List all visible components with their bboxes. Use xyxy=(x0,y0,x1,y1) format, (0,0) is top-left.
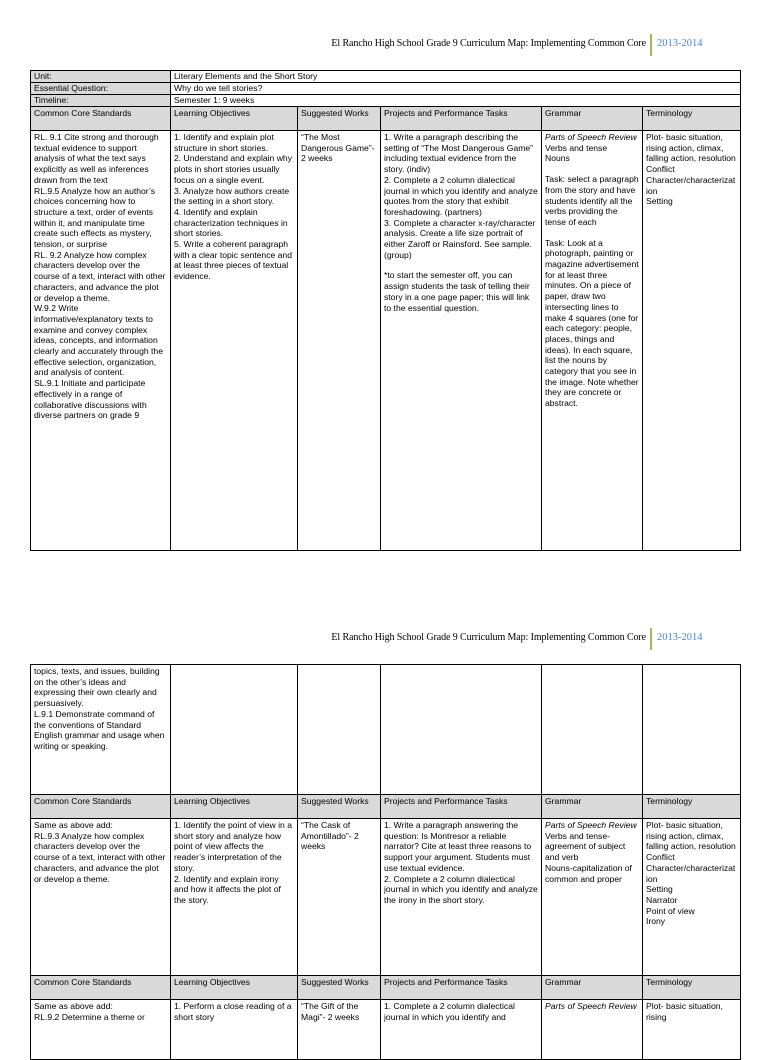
task-item: 2. Complete a 2 column dialectical journal in which you identify and analyze quotes from the story that exhibit foreshadowing. (partners) xyxy=(384,174,538,217)
grammar-spacer xyxy=(545,228,639,238)
standards-cell xyxy=(31,131,171,551)
essential-question-row xyxy=(31,83,741,95)
col-header-tasks: Projects and Performance Tasks xyxy=(381,976,542,1000)
column-header-row xyxy=(31,795,741,819)
empty-cell xyxy=(171,665,298,795)
task-spacer xyxy=(384,260,538,270)
grammar-title: Parts of Speech Review xyxy=(545,132,637,142)
col-header-standards: Common Core Standards xyxy=(31,976,171,1000)
col-header-tasks: Projects and Performance Tasks xyxy=(381,107,542,131)
grammar-item: Nouns-capitalization of common and proper xyxy=(545,862,632,884)
unit-label: Unit: xyxy=(31,71,171,83)
term-item: Setting xyxy=(646,884,673,895)
works-cell: “The Cask of Amontillado”- 2 weeks xyxy=(298,819,381,976)
timeline-value: Semester 1: 9 weeks xyxy=(171,95,741,107)
terminology-cell xyxy=(643,819,741,976)
page-header xyxy=(0,34,768,54)
objective-item: 5. Write a coherent paragraph with a clear topic sentence and at least three pieces of textual evidence. xyxy=(174,239,292,282)
col-header-grammar: Grammar xyxy=(542,976,643,1000)
grammar-task: Task: select a paragraph from the story and have students identify all the verbs providing the tense of each xyxy=(545,174,639,227)
task-item: 2. Complete a 2 column dialectical journal in which you identify and analyze the irony in the short story. xyxy=(384,873,538,905)
term-item: Plot- basic situation, rising action, climax, falling action, resolution xyxy=(646,820,736,852)
standard-item: SL.9.1 Initiate and participate effectively in a range of collaborative discussions with diverse partners on grade 9 xyxy=(34,378,147,421)
column-header-row xyxy=(31,107,741,131)
column-header-row xyxy=(31,976,741,1000)
curriculum-table-page-2 xyxy=(30,664,741,1060)
timeline-label: Timeline: xyxy=(31,95,171,107)
objectives-cell: 1. Perform a close reading of a short story xyxy=(171,1000,298,1060)
col-header-terminology: Terminology xyxy=(643,795,741,819)
empty-cell xyxy=(643,665,741,795)
objectives-cell xyxy=(171,819,298,976)
empty-cell xyxy=(298,665,381,795)
tasks-cell xyxy=(381,131,542,551)
grammar-spacer xyxy=(545,164,639,174)
task-note: *to start the semester off, you can assign students the task of telling their story in a one page paper; this will link to the essential question. xyxy=(384,270,530,313)
unit-row xyxy=(31,71,741,83)
grammar-cell: Parts of Speech Review xyxy=(542,1000,643,1060)
standard-item: RL. 9.1 Cite strong and thorough textual evidence to support analysis of what the text says explicitly as well as inferences drawn from the text xyxy=(34,132,159,185)
objectives-cell xyxy=(171,131,298,551)
terminology-cell: Plot- basic situation, rising xyxy=(643,1000,741,1060)
term-item: Plot- basic situation, rising action, climax, falling action, resolution xyxy=(646,132,736,164)
col-header-terminology: Terminology xyxy=(643,107,741,131)
term-item: Point of view xyxy=(646,905,695,916)
empty-cell xyxy=(542,665,643,795)
col-header-works: Suggested Works xyxy=(298,976,381,1000)
grammar-cell xyxy=(542,819,643,976)
standard-item: RL. 9.2 Analyze how complex characters develop over the course of a text, interact with other characters, and advance the plot or develop a theme. xyxy=(34,249,166,303)
grammar-cell xyxy=(542,131,643,551)
tasks-cell xyxy=(381,819,542,976)
standard-item: W.9.2 Write informative/explanatory texts to examine and convey complex ideas, concepts, and information clearly and accurately through the effective selection, organization, and analysis of content. xyxy=(34,303,163,378)
standard-item: Same as above add: xyxy=(34,1001,113,1011)
grammar-item: Verbs and tense-agreement of subject and verb xyxy=(545,830,626,863)
col-header-grammar: Grammar xyxy=(542,795,643,819)
page-header xyxy=(0,628,768,648)
standard-item: RL.9.3 Analyze how complex characters develop over the course of a text, interact with other characters, and advance the plot or develop a theme. xyxy=(34,830,166,884)
header-title: El Rancho High School Grade 9 Curriculum Map: Implementing Common Core xyxy=(331,632,646,643)
col-header-tasks: Projects and Performance Tasks xyxy=(381,795,542,819)
standard-item: topics, texts, and issues, building on the other’s ideas and expressing their own clearly and persuasively. xyxy=(34,666,160,709)
header-divider xyxy=(650,34,652,56)
col-header-standards: Common Core Standards xyxy=(31,795,171,819)
term-item: Irony xyxy=(646,916,666,927)
unit-row-most-dangerous-game xyxy=(31,131,741,551)
standards-cell xyxy=(31,819,171,976)
term-item: Setting xyxy=(646,196,673,207)
task-item: 1. Write a paragraph answering the question: Is Montresor a reliable narrator? Cite at least three reasons to support your argument. Students must use textual evidence. xyxy=(384,820,532,873)
unit-value: Literary Elements and the Short Story xyxy=(171,71,741,83)
term-item: Character/characterization xyxy=(646,862,736,884)
col-header-terminology: Terminology xyxy=(643,976,741,1000)
grammar-item: Nouns xyxy=(545,153,570,164)
tasks-cell: 1. Complete a 2 column dialectical journal in which you identify and xyxy=(381,1000,542,1060)
col-header-objectives: Learning Objectives xyxy=(171,107,298,131)
standard-item: L.9.1 Demonstrate command of the conventions of Standard English grammar and usage when writing or speaking. xyxy=(34,708,165,751)
works-cell: “The Most Dangerous Game”- 2 weeks xyxy=(298,131,381,551)
col-header-standards: Common Core Standards xyxy=(31,107,171,131)
objective-item: 2. Identify and explain irony and how it affects the plot of the story. xyxy=(174,873,281,905)
header-title: El Rancho High School Grade 9 Curriculum Map: Implementing Common Core xyxy=(331,38,646,49)
col-header-objectives: Learning Objectives xyxy=(171,795,298,819)
empty-cell xyxy=(381,665,542,795)
header-year: 2013-2014 xyxy=(657,38,703,49)
terminology-cell xyxy=(643,131,741,551)
essential-question-value: Why do we tell stories? xyxy=(171,83,741,95)
timeline-row xyxy=(31,95,741,107)
standard-item: RL.9.2 Determine a theme or xyxy=(34,1011,145,1022)
standards-continued-cell xyxy=(31,665,171,795)
col-header-grammar: Grammar xyxy=(542,107,643,131)
term-item: Narrator xyxy=(646,894,678,905)
standard-item: RL.9.5 Analyze how an author’s choices concerning how to structure a text, order of events within it, and manipulate time create such effects as mystery, tension, or surprise xyxy=(34,185,156,250)
task-item: 3. Complete a character x-ray/character analysis. Create a life size portrait of either Zaroff or Rainsford. See sample. (group) xyxy=(384,217,536,260)
continued-row xyxy=(31,665,741,795)
curriculum-table-page-1 xyxy=(30,70,741,551)
task-item: 1. Write a paragraph describing the setting of “The Most Dangerous Game” including textual evidence from the story. (indiv) xyxy=(384,132,534,175)
col-header-objectives: Learning Objectives xyxy=(171,976,298,1000)
standards-cell xyxy=(31,1000,171,1060)
grammar-title: Parts of Speech Review xyxy=(545,820,637,830)
grammar-item: Verbs and tense xyxy=(545,142,608,153)
header-year: 2013-2014 xyxy=(657,632,703,643)
grammar-task: Task: Look at a photograph, painting or magazine advertisement for at least three minutes. On a piece of paper, draw two intersecting lines to make 4 squares (one for each category: people, places, things and ideas). In each square, list the nouns by category that you see in the image. Note whether they are concrete or abstract. xyxy=(545,237,639,409)
term-item: Conflict xyxy=(646,852,675,863)
unit-row-gift-of-the-magi xyxy=(31,1000,741,1060)
standard-item: Same as above add: xyxy=(34,820,113,830)
objective-item: 1. Identify and explain plot structure in short stories. xyxy=(174,132,274,153)
col-header-works: Suggested Works xyxy=(298,107,381,131)
header-divider xyxy=(650,628,652,650)
unit-row-cask-of-amontillado xyxy=(31,819,741,976)
term-item: Conflict xyxy=(646,164,675,175)
objective-item: 3. Analyze how authors create the setting in a short story. xyxy=(174,185,290,207)
objective-item: 1. Identify the point of view in a short story and analyze how point of view affects the reader’s interpretation of the story. xyxy=(174,820,292,873)
term-item: Character/characterization xyxy=(646,174,736,196)
objective-item: 4. Identify and explain characterization techniques in short stories. xyxy=(174,206,288,239)
col-header-works: Suggested Works xyxy=(298,795,381,819)
essential-question-label: Essential Question: xyxy=(31,83,171,95)
works-cell: “The Gift of the Magi”- 2 weeks xyxy=(298,1000,381,1060)
objective-item: 2. Understand and explain why plots in short stories usually focus on a single event. xyxy=(174,153,293,185)
